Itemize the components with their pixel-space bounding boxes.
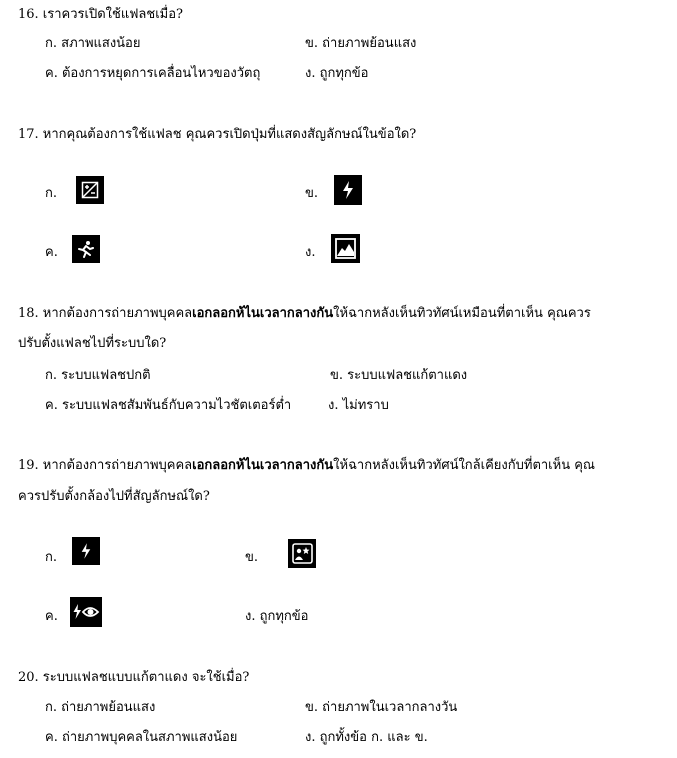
night-portrait-glyph: [292, 543, 313, 564]
q20-option-d[interactable]: ง. ถูกทั้งข้อ ก. และ ข.: [305, 730, 428, 745]
q17-question: 17. หากคุณต้องการใช้แฟลช คุณควรเปิดปุ่มที่แสดงสัญลักษณ์ในข้อใด?: [18, 127, 417, 142]
q18-question-bold: เอกลอกห้ไนเวลากลางกัน: [192, 306, 334, 321]
landscape-icon[interactable]: [331, 234, 360, 263]
q17-option-b-label[interactable]: ข.: [305, 186, 319, 201]
q20-option-b[interactable]: ข. ถ่ายภาพในเวลากลางวัน: [305, 700, 458, 715]
flash-icon[interactable]: [72, 537, 100, 565]
q18-question-pre: 18. หากต้องการถ่ายภาพบุคคล: [18, 306, 193, 321]
q16-option-b[interactable]: ข. ถ่ายภาพย้อนแสง: [305, 36, 417, 51]
night-portrait-icon[interactable]: [288, 539, 316, 568]
q19-question-post: ให้ฉากหลังเห็นทิวทัศน์ใกล้เคียงกับที่ตาเห็น คุณ: [333, 458, 595, 473]
sports-mode-icon[interactable]: [72, 235, 100, 263]
q16-option-c[interactable]: ค. ต้องการหยุดการเคลื่อนไหวของวัตถุ: [45, 66, 261, 81]
q18-option-a[interactable]: ก. ระบบแฟลชปกติ: [45, 368, 151, 383]
q17-option-a-label[interactable]: ก.: [45, 186, 58, 201]
q17-option-d-label[interactable]: ง.: [305, 245, 316, 260]
red-eye-flash-glyph: [72, 603, 100, 621]
q16-option-d[interactable]: ง. ถูกทุกข้อ: [305, 66, 369, 81]
red-eye-flash-icon[interactable]: [70, 597, 102, 627]
q20-option-c[interactable]: ค. ถ่ายภาพบุคคลในสภาพแสงน้อย: [45, 730, 238, 745]
landscape-glyph: [335, 238, 356, 259]
q19-question-line1: [18, 458, 595, 474]
image-adjust-icon[interactable]: [76, 176, 104, 204]
q19-option-d[interactable]: ง. ถูกทุกข้อ: [245, 609, 309, 624]
q17-option-c-label[interactable]: ค.: [45, 245, 58, 260]
q19-question-bold: เอกลอกห้ไนเวลากลางกัน: [192, 458, 334, 473]
q18-question-line2: ปรับตั้งแฟลชไปที่ระบบใด?: [18, 336, 167, 351]
q19-option-a-label[interactable]: ก.: [45, 550, 58, 565]
q18-question-post: ให้ฉากหลังเห็นทิวทัศน์เหมือนที่ตาเห็น คุณควร: [333, 306, 591, 321]
q18-option-b[interactable]: ข. ระบบแฟลชแก้ตาแดง: [330, 368, 468, 383]
q18-option-d[interactable]: ง. ไม่ทราบ: [328, 398, 389, 413]
flash-glyph: [80, 542, 92, 560]
q19-question-pre: 19. หากต้องการถ่ายภาพบุคคล: [18, 458, 193, 473]
flash-glyph: [341, 180, 355, 200]
q20-question: 20. ระบบแฟลชแบบแก้ตาแดง จะใช้เมื่อ?: [18, 670, 250, 685]
flash-icon[interactable]: [334, 175, 362, 205]
q16-question: 16. เราควรเปิดใช้แฟลชเมื่อ?: [18, 7, 183, 22]
q19-option-c-label[interactable]: ค.: [45, 609, 58, 624]
q16-option-a[interactable]: ก. สภาพแสงน้อย: [45, 36, 141, 51]
q18-option-c[interactable]: ค. ระบบแฟลชสัมพันธ์กับความไวชัตเตอร์ต่ำ: [45, 398, 292, 413]
q19-question-line2: ควรปรับตั้งกล้องไปที่สัญลักษณ์ใด?: [18, 489, 210, 504]
sports-mode-glyph: [76, 239, 96, 259]
q19-option-b-label[interactable]: ข.: [245, 550, 259, 565]
q18-question-line1: [18, 306, 591, 322]
q20-option-a[interactable]: ก. ถ่ายภาพย้อนแสง: [45, 700, 156, 715]
image-adjust-glyph: [81, 181, 99, 199]
